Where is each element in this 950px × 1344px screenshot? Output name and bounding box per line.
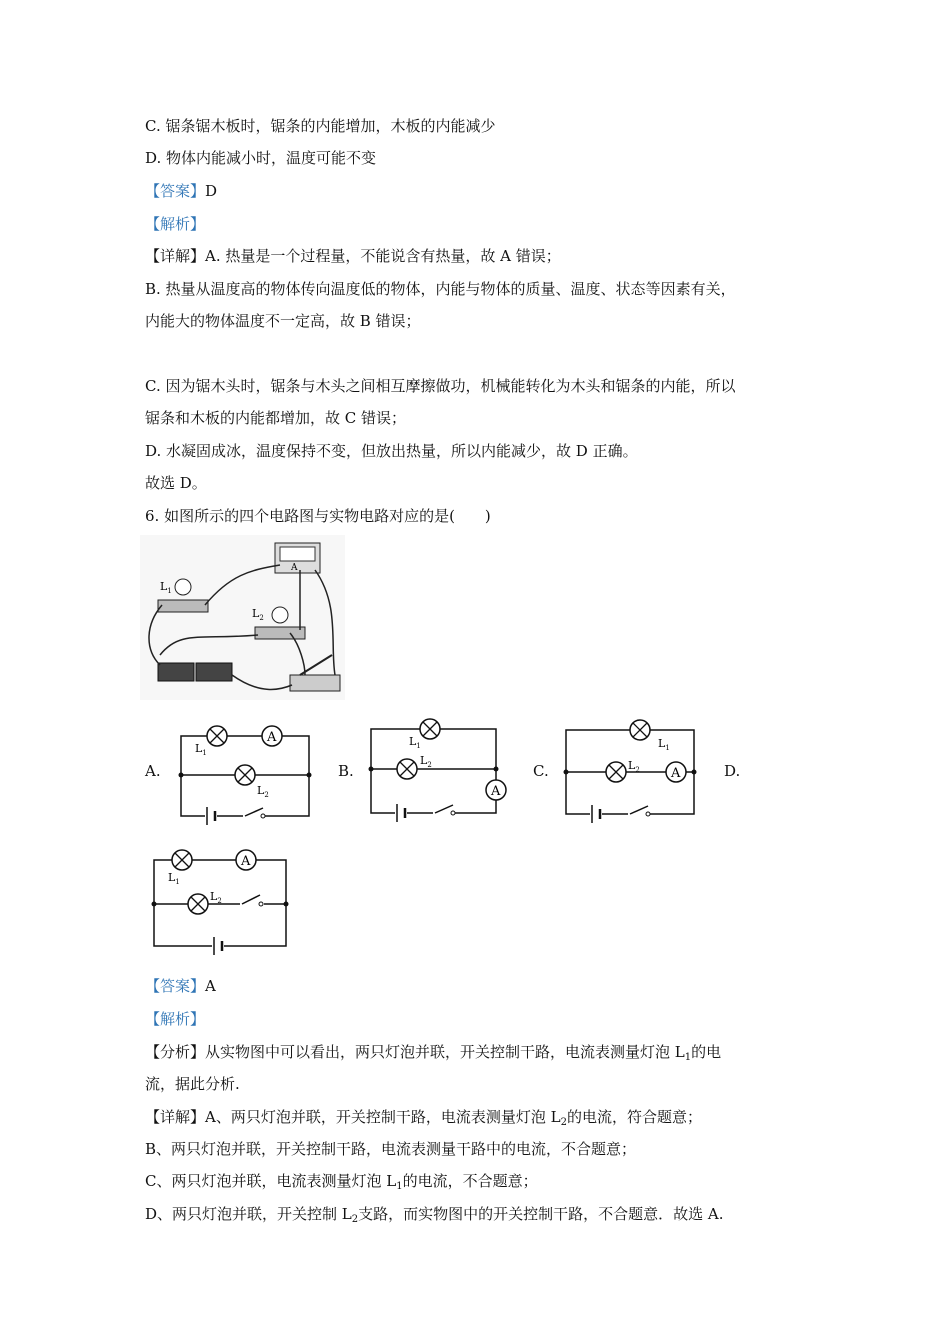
photo-l2-label: $L_2$: [252, 607, 264, 622]
option-a-label: A.: [145, 762, 161, 780]
q6-fenxi-tail: 的电: [691, 1043, 722, 1061]
q6-detail-c: [145, 1171, 538, 1197]
q6-detail-a-sub: 2: [560, 1117, 567, 1128]
detail-a: [145, 246, 561, 266]
diagram-b: [365, 712, 515, 827]
answer-line: [145, 181, 217, 201]
q6-detail-a-text: A、两只灯泡并联，开关控制干路，电流表测量灯泡 L: [205, 1108, 561, 1126]
q6-detail-tag: 【详解】: [145, 1108, 206, 1126]
q6-fenxi-sub: 1: [684, 1052, 692, 1063]
battery-2: [196, 663, 232, 681]
option-d-label: D.: [724, 762, 741, 780]
q6-fenxi-line-2: 流，据此分析.: [145, 1075, 240, 1093]
option-b-label: B.: [338, 762, 354, 780]
label-l1-a: $L_1$: [195, 742, 207, 757]
detail-tag: 【详解】: [145, 247, 206, 265]
detail-c-1: C. 因为锯木头时，锯条与木头之间相互摩擦做功，机械能转化为木头和锯条的内能，所以: [145, 377, 736, 395]
bulb-l2: [272, 607, 288, 623]
label-l1-b: $L_1$: [409, 735, 421, 750]
q6-detail-c-sub: 1: [396, 1181, 403, 1192]
detail-a-text: A. 热量是一个过程量，不能说含有热量，故 A 错误；: [205, 247, 561, 265]
q6-detail-b: B、两只灯泡并联，开关控制干路，电流表测量干路中的电流，不合题意；: [145, 1140, 637, 1158]
answer-value: D: [205, 182, 218, 200]
option-c: C. 锯条锯木板时，锯条的内能增加，木板的内能减少: [145, 117, 496, 135]
q6-detail-a-tail: 的电流，符合题意；: [566, 1108, 702, 1126]
q6-detail-a: [145, 1107, 702, 1133]
q6-detail-d: [145, 1204, 724, 1230]
label-l2-b: $L_2$: [420, 754, 432, 769]
label-l2-a: $L_2$: [257, 784, 269, 799]
q6-answer-line: [145, 976, 216, 996]
question-6-stem: 6. 如图所示的四个电路图与实物电路对应的是( ): [145, 507, 491, 525]
conclusion: 故选 D。: [145, 474, 207, 492]
switch-device: [290, 675, 340, 691]
q6-detail-d-sub: 2: [351, 1214, 359, 1225]
photo-l1-label: $L_1$: [160, 580, 172, 595]
q6-answer-value: A: [205, 977, 216, 995]
label-l1-d: $L_1$: [168, 871, 180, 886]
option-d: D. 物体内能减小时，温度可能不变: [145, 149, 377, 167]
svg-text:A: A: [267, 730, 277, 745]
battery-1: [158, 663, 194, 681]
analysis-tag: 【解析】: [145, 215, 206, 233]
svg-text:A: A: [491, 784, 501, 799]
diagram-c: [560, 716, 700, 826]
bulb-l1: [175, 579, 191, 595]
q6-answer-tag: 【答案】: [145, 977, 206, 995]
q6-detail-d-tail: 支路，而实物图中的开关控制干路，不合题意．故选 A.: [358, 1205, 724, 1223]
diagram-d: [148, 846, 293, 956]
detail-d: D. 水凝固成冰，温度保持不变，但放出热量，所以内能减少，故 D 正确。: [145, 442, 638, 460]
q6-detail-c-tail: 的电流，不合题意；: [402, 1172, 538, 1190]
q6-fenxi-tag: 【分析】: [145, 1043, 206, 1061]
detail-b-1: B. 热量从温度高的物体传向温度低的物体，内能与物体的质量、温度、状态等因素有关，: [145, 280, 736, 298]
q6-detail-c-text: C、两只灯泡并联，电流表测量灯泡 L: [145, 1172, 397, 1190]
q6-fenxi-line-1: [145, 1042, 721, 1068]
q6-detail-d-text: D、两只灯泡并联，开关控制 L: [145, 1205, 352, 1223]
diagram-a: [175, 722, 315, 827]
detail-c-2: 锯条和木板的内能都增加，故 C 错误；: [145, 409, 407, 427]
label-l2-d: $L_2$: [210, 890, 222, 905]
detail-b-2: 内能大的物体温度不一定高，故 B 错误；: [145, 312, 421, 330]
label-l1-c: $L_1$: [658, 737, 670, 752]
option-c-label: C.: [533, 762, 549, 780]
answer-tag: 【答案】: [145, 182, 206, 200]
label-l2-c: $L_2$: [628, 759, 640, 774]
svg-text:A: A: [241, 854, 251, 869]
physical-circuit-photo: [140, 535, 345, 700]
ammeter-letter: A: [291, 563, 298, 573]
q6-fenxi-text: 从实物图中可以看出，两只灯泡并联，开关控制干路，电流表测量灯泡 L: [205, 1043, 685, 1061]
q6-analysis-tag: 【解析】: [145, 1010, 206, 1028]
svg-text:A: A: [671, 766, 681, 781]
